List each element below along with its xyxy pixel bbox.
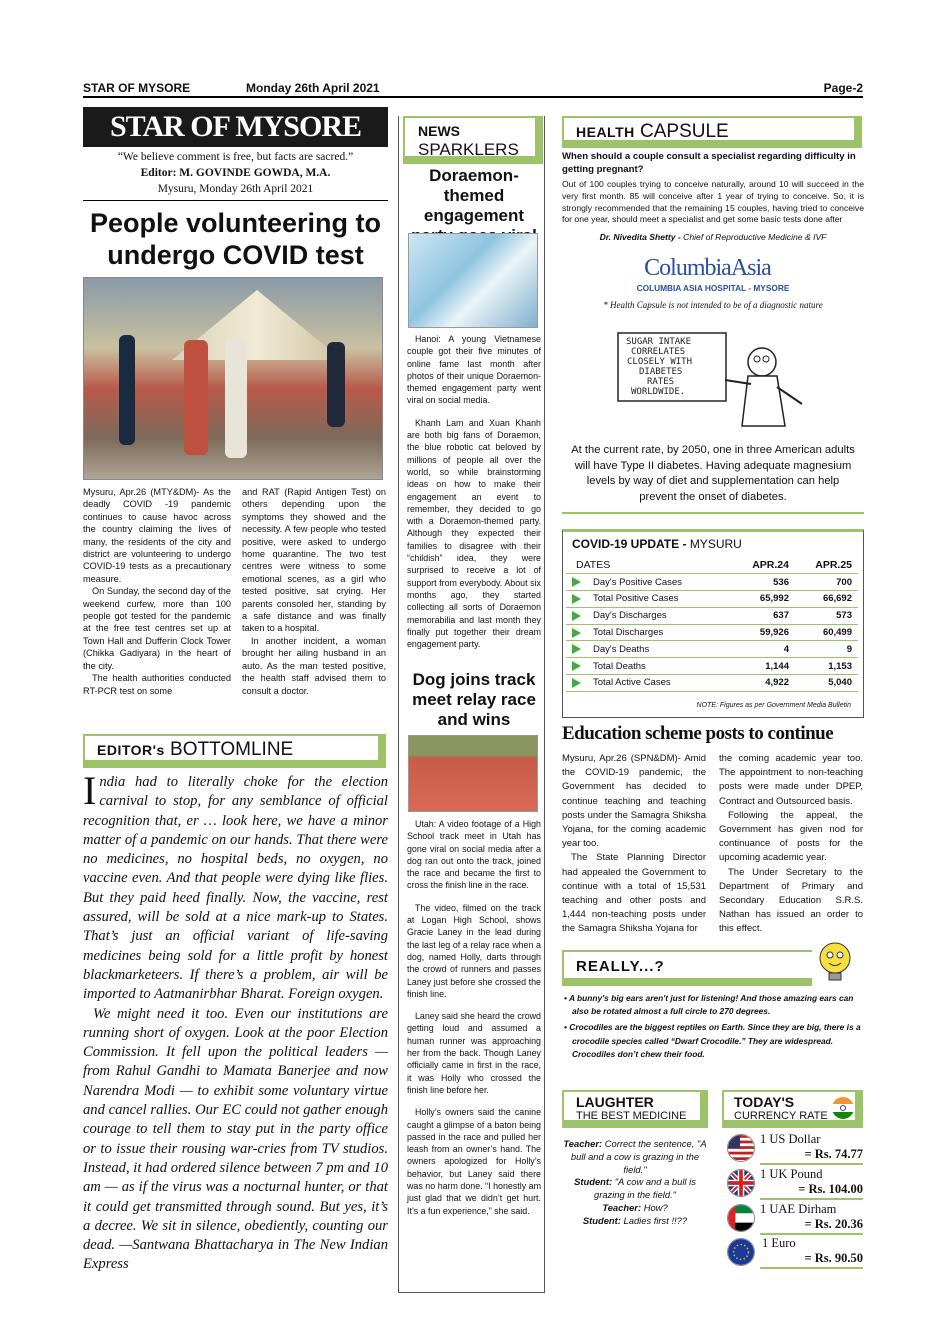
lead-headline: People volunteering to undergo COVID test [89, 208, 382, 270]
currency-label-box: TODAY'S CURRENCY RATE [722, 1090, 863, 1128]
doraemon-story: Hanoi: A young Vietnamese couple got their five minutes of online fame last month after photos of their unique Doraemon-themed engagement party went viral on social media. Khanh Lam and Xuan Khanh are both big fans of Doraemon, the blue robotic cat beloved by millions of people all over the world, so while brainstorming ideas on how to make their engagement an event to remember, they decided to go with a Doraemon-themed party. Although they expected their families to disagree with their “childish” idea, they were surprised to receive a lot of support from everybody. About six months ago, they started collecting all sorts of Doraemon memorabilia and last month they finally put together their dream engagement party. [407, 334, 541, 650]
masthead-info [83, 149, 388, 197]
health-disclaimer: * Health Capsule is not intended to be of a diagnostic nature [603, 300, 823, 310]
laughter-label-box: LAUGHTER THE BEST MEDICINE [562, 1090, 708, 1128]
covid-note: NOTE: Figures as per Government Media Bulletin [696, 702, 851, 709]
cartoon-line: CLOSELY WITH [627, 357, 693, 367]
dog-headline: Dog joins track meet relay race and wins [412, 670, 536, 729]
table-row: Total Discharges 59,926 60,499 [566, 624, 858, 641]
eu-flag-icon [727, 1238, 755, 1266]
cartoon-line: DIABETES [639, 367, 683, 377]
education-col-2: the coming academic year too. The appointment to non-teaching posts were made under DPEP, Contract and Outsourced basis. Following the appeal, the Government has given nod for continuance of posts for the upcoming academic year. The Under Secretary to the Department of Primary and Secondary Education S.R.S. Nathan has issued an order to this effect. [719, 753, 863, 935]
education-headline: Education scheme posts to continue [562, 723, 834, 744]
uk-flag-icon [727, 1169, 755, 1197]
table-row: Day's Discharges 637 573 [566, 607, 858, 624]
health-capsule: When should a couple consult a specialist regarding difficulty in getting pregnant? Out of 100 couples trying to conceive naturally, around 10 will succeed in the very first month. 85 will conceive after 1 year of trying to conceive. So, it is strongly recommended that the remaining 15 couples, having tried to conceive for one year, should meet a specialist and get some basic tests done after Dr. Nivedita Shetty - Chief of Reproductive Medicine & IVF [562, 151, 864, 243]
education-col-1: Mysuru, Apr.26 (SPN&DM)- Amid the COVID-19 pandemic, the Government has decided to continue teaching and teaching posts under the Samagra Shiksha Yojana, for the coming academic year too. The State Planning Director had appealed the Government to continue with a total of 15,531 teaching and other posts and 1,444 non-teaching posts under the Samagra Shiksha Yojana for [562, 753, 706, 935]
cartoon-line: RATES [647, 377, 675, 387]
dateline: Mysuru, Monday 26th April 2021 [157, 183, 314, 195]
laughter-joke: Teacher: Correct the sentence, "A bull and a cow is grazing in the field." Student: "A cow and a bull is grazing in the field." Teacher: How? Student: Ladies first !!?? [563, 1138, 707, 1226]
sparklers-label-box: NEWS SPARKLERS [403, 116, 543, 164]
currency-row-aed: 1 UAE Dirham = Rs. 20.36 [722, 1202, 863, 1236]
editor: Editor: M. GOVINDE GOWDA, M.A. [140, 167, 331, 179]
diabetes-cartoon [617, 332, 812, 428]
lightbulb-icon [812, 938, 858, 988]
lead-col-2: and RAT (Rapid Antigen Test) on others depending upon the symptoms they showed and the necessity. A few people who tested positive, were asked to undergo home quarantine. The two test centres were witness to some emotional scenes, as a girl who tested positive, sat crying. Her parents consoled her, standing by a safe distance and was finally taken to a hospital. In another incident, a woman brought her ailing husband in an auto. As the man tested positive, the health staff advised them to consult a doctor. [242, 487, 386, 696]
columbia-asia-logo: ColumbiaAsia [644, 255, 771, 281]
india-flag-icon [831, 1096, 855, 1120]
really-facts [562, 992, 864, 1064]
masthead-title: STAR OF MYSORE [83, 107, 388, 147]
currency-row-usd: 1 US Dollar = Rs. 74.77 [722, 1132, 863, 1166]
cartoon-line: WORLDWIDE. [631, 387, 686, 397]
table-row: Total Positive Cases 65,992 66,692 [566, 591, 858, 608]
cartoon-line: SUGAR INTAKE [626, 337, 692, 347]
page-header [83, 78, 863, 98]
us-flag-icon [727, 1134, 755, 1162]
uae-flag-icon [727, 1204, 755, 1232]
editorial-text: India had to literally choke for the election carnival to stop, for any semblance of official recognition that, er … look here, we have a minor matter of a pandemic on our hands. That there were no medicines, no hospital beds, no oxygen, no vaccine even. And that people were dying like flies. But they paid heed finally. Now, the vaccine, rest assured, will be sold at a nice mark-up to States. That’s just an official variant of life-saving medicines being sold for a little profit by honest blackmarketeers. If there’s a problem, air will be imported to Aatmanirbhar Bharat. Foreign oxygen. We might need it too. Even our institutions are running short of oxygen. Look at the poor Election Commission. It fell upon the political leaders — from Rahul Gandhi to Mamata Banerjee and now Narendra Modi — to exhibit some voluntary virtue and cancel rallies. Our EC could not gather enough courage to tell them to stay put in the party office or to issue their rousing war-cries from TV studios. Instead, it had ordered silence between 7 pm and 10 am — as if the virus was a nocturnal hunter, or that it could get transmitted through sound. But yes, it’s a decree. We sit in silence, obediently, counting our dead. —Santwana Bhattacharya in The New Indian Express [83, 768, 388, 1273]
header-date: Monday 26th April 2021 [246, 81, 380, 95]
health-label-box: HEALTH CAPSULE [562, 116, 862, 148]
doraemon-headline: Doraemon-themed engagement [423, 166, 525, 225]
header-page: Page-2 [823, 81, 863, 95]
diabetes-note: At the current rate, by 2050, one in three American adults will have Type II diabetes. Having adequate magnesium levels by way of diet and supplementation can help prevent the onset of diabetes. [571, 444, 855, 503]
cartoon-line: CORRELATES [631, 347, 686, 357]
table-row: Total Deaths 1,144 1,153 [566, 658, 858, 675]
really-label-box: REALLY...? [562, 950, 812, 986]
dropcap: I [83, 768, 97, 813]
header-paper: STAR OF MYSORE [83, 81, 191, 95]
motto: “We believe comment is free, but facts are sacred.” [117, 151, 354, 163]
currency-row-eur: 1 Euro = Rs. 90.50 [722, 1236, 863, 1270]
doraemon-photo [408, 233, 538, 328]
list-item: • Crocodiles are the biggest reptiles on Earth. Since they are big, there is a crocodile species called “Dwarf Crocodile.” They are widespread. Crocodiles don’t chew their food. [564, 1022, 861, 1059]
dog-story: Utah: A video footage of a High School track meet in Utah has gone viral on social media after a dog ran out onto the track, joined the race and became the first to cross the finish line in the race. The video, filmed on the track at Logan High School, shows Gracie Laney in the lead during the last leg of a relay race when a dog, named Holly, darts through the crowd of runners and passes Laney just before she crossed the finish line. Laney said she heard the crowd getting loud and assumed a human runner was approaching her from the back. Though Laney officially came in first in the race, it was Holly who crossed the finish line before her. Holly’s owners said the canine caught a glimpse of a baton being passed in the race and pulled her leash from an owner’s hand. The owners apologized for Holly’s behavior, but Laney said there was no harm done. “I honestly am just glad that we didn’t get hurt. It’s a fun experience,” she said. [407, 819, 541, 1216]
editorial-label-box: EDITOR's BOTTOMLINE [83, 734, 386, 768]
lead-col-1: Mysuru, Apr.26 (MTY&DM)- As the deadly COVID -19 pandemic continues to cause havoc across the country claiming the lives of many, the residents of the city and district are volunteering to undergo COVID-19 tests as a precautionary measure. On Sunday, the second day of the weekend curfew, more than 100 people got tested for the pandemic at the free test centres set up at Town Hall and Dufferin Clock Tower (Chikka Gadiyara) in the heart of the city. The health authorities conducted RT-PCR test on some [83, 487, 231, 696]
covid-table: DATES APR.24 APR.25 Day's Positive Cases 536 700 Total Positive Cases 65,992 66,692 Day's Discharges 637 573 Total Discharges 59,926 60,499 Day's Deaths 4 9 Total Deaths 1,144 1,153 Total Active Cases 4,922 5,040 [566, 557, 858, 692]
hospital-name: COLUMBIA ASIA HOSPITAL - MYSORE [636, 283, 790, 293]
table-row: Day's Deaths 4 9 [566, 641, 858, 658]
table-row: Day's Positive Cases 536 700 [566, 574, 858, 591]
table-row: Total Active Cases 4,922 5,040 [566, 675, 858, 692]
track-photo [408, 735, 538, 812]
currency-row-gbp: 1 UK Pound = Rs. 104.00 [722, 1167, 863, 1201]
covid-title: COVID-19 UPDATE - MYSURU [572, 537, 742, 551]
list-item: • A bunny's big ears aren't just for listening! And those amazing ears can also be rotated almost a full circle to 270 degrees. [564, 993, 854, 1017]
